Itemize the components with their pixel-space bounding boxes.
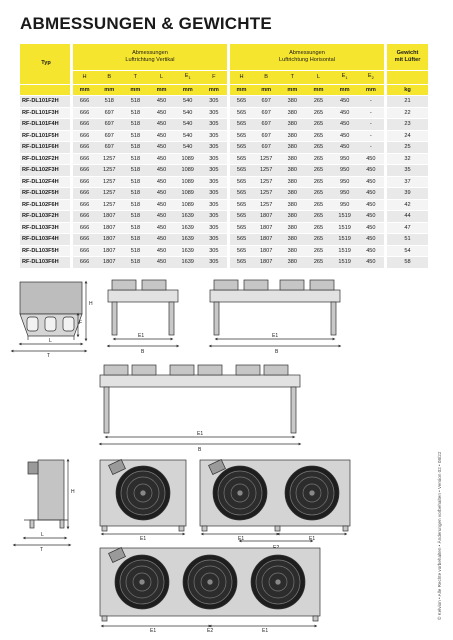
table-cell: 1519 [332,257,358,269]
table-cell: 265 [305,142,331,154]
table-cell: 697 [253,96,279,108]
table-cell: 450 [148,154,174,166]
table-cell: 305 [201,142,227,154]
table-cell: 565 [227,234,253,246]
table-cell: 1257 [253,200,279,212]
table-cell: - [358,108,384,120]
table-cell: 950 [332,177,358,189]
table-cell: 450 [148,165,174,177]
table-cell: 666 [70,131,96,143]
table-cell: 54 [384,246,428,258]
table-cell: 265 [305,108,331,120]
table-cell: 305 [201,96,227,108]
table-cell: - [358,142,384,154]
col-header-vertical: T [122,71,148,85]
table-cell: 518 [122,96,148,108]
table-cell: 1807 [96,257,122,269]
table-cell: 450 [148,131,174,143]
table-cell: 666 [70,200,96,212]
table-cell: 1519 [332,246,358,258]
table-cell: 518 [122,234,148,246]
typ-header: Typ [20,44,70,85]
table-cell: 1639 [175,257,201,269]
table-cell: 666 [70,211,96,223]
table-cell: 1257 [96,165,122,177]
table-cell: 518 [122,165,148,177]
table-cell: - [358,96,384,108]
col-header-horizontal: $E_2$ [358,71,384,85]
table-cell: 305 [201,119,227,131]
table-cell: 42 [384,200,428,212]
table-cell: 265 [305,131,331,143]
table-cell: 305 [201,257,227,269]
table-cell: 518 [122,119,148,131]
table-cell: 1089 [175,165,201,177]
table-cell: 518 [122,108,148,120]
table-cell: - [358,119,384,131]
table-cell: 565 [227,223,253,235]
table-cell: 666 [70,257,96,269]
table-cell: 1807 [253,223,279,235]
table-cell: 1807 [253,234,279,246]
unit-cell-horizontal: mm [279,85,305,97]
dim-label-e1-2: E1 [272,333,279,339]
table-cell: 1519 [332,211,358,223]
table-cell: 380 [279,177,305,189]
table-cell: 450 [332,96,358,108]
table-cell: 666 [70,96,96,108]
unit-cell-vertical: mm [148,85,174,97]
unit-cell-horizontal: mm [305,85,331,97]
dim-label-e1-4: E1 [140,536,147,542]
dim-label-b-2: B [275,349,279,355]
table-cell: 380 [279,223,305,235]
table-cell: 518 [122,177,148,189]
unit-cell-vertical: mm [96,85,122,97]
row-type-cell: RF-DL103F4H [20,234,70,246]
table-cell: 450 [148,188,174,200]
table-cell: 305 [201,211,227,223]
table-cell: 518 [122,211,148,223]
table-cell: 450 [148,200,174,212]
table-cell: 518 [122,131,148,143]
table-cell: 697 [253,119,279,131]
col-header-vertical: $E_1$ [175,71,201,85]
dim-label-e1-3: E1 [197,431,204,437]
table-cell: 565 [227,131,253,143]
table-cell: 1257 [96,200,122,212]
table-cell: 666 [70,188,96,200]
table-cell: 565 [227,119,253,131]
table-cell: 540 [175,119,201,131]
table-cell: 666 [70,165,96,177]
dim-label-l-2: L [41,532,44,538]
row-type-cell: RF-DL101F3H [20,108,70,120]
dim-label-b-1: B [141,349,145,355]
table-cell: 450 [358,257,384,269]
table-cell: 1257 [96,154,122,166]
table-cell: 305 [201,131,227,143]
table-cell: 35 [384,165,428,177]
table-cell: 950 [332,165,358,177]
table-cell: 450 [148,96,174,108]
table-cell: 518 [122,223,148,235]
table-cell: 305 [201,154,227,166]
table-cell: 22 [384,108,428,120]
row-type-cell: RF-DL103F2H [20,211,70,223]
table-cell: 950 [332,154,358,166]
table-cell: 950 [332,200,358,212]
col-header-horizontal: H [227,71,253,85]
table-cell: 518 [122,246,148,258]
table-cell: - [358,131,384,143]
table-cell: 666 [70,177,96,189]
table-cell: 565 [227,188,253,200]
table-cell: 565 [227,211,253,223]
dim-label-l-1: L [49,338,52,344]
table-cell: 450 [148,177,174,189]
horizontal-front-view-triple [100,548,320,626]
dim-label-e1-6: E1 [309,536,316,542]
table-cell: 1257 [253,165,279,177]
table-cell: 265 [305,154,331,166]
table-cell: 265 [305,96,331,108]
table-cell: 697 [253,142,279,154]
table-cell: 697 [96,131,122,143]
table-cell: 666 [70,246,96,258]
table-cell: 697 [96,108,122,120]
table-cell: 518 [122,154,148,166]
table-cell: 450 [358,188,384,200]
table-cell: 540 [175,142,201,154]
table-cell: 518 [122,188,148,200]
table-cell: 265 [305,200,331,212]
table-cell: 565 [227,200,253,212]
row-type-cell: RF-DL102F4H [20,177,70,189]
unit-cell-vertical: mm [122,85,148,97]
col-header-vertical: L [148,71,174,85]
row-type-cell: RF-DL103F3H [20,223,70,235]
unit-cell-horizontal: mm [358,85,384,97]
table-cell: 1639 [175,246,201,258]
table-cell: 47 [384,223,428,235]
table-cell: 305 [201,188,227,200]
table-cell: 450 [358,234,384,246]
table-cell: 450 [148,211,174,223]
table-cell: 450 [358,200,384,212]
table-cell: 380 [279,96,305,108]
table-cell: 305 [201,246,227,258]
table-cell: 666 [70,154,96,166]
copyright-note [437,420,447,620]
table-cell: 1257 [253,177,279,189]
row-type-cell: RF-DL102F2H [20,154,70,166]
dim-label-h-1: H [89,301,93,307]
table-cell: 1807 [253,211,279,223]
dim-label-e1-7: E1 [150,628,157,634]
table-cell: 1639 [175,234,201,246]
table-cell: 1089 [175,200,201,212]
table-cell: 450 [148,257,174,269]
table-cell: 565 [227,246,253,258]
table-cell: 1807 [96,234,122,246]
table-cell: 24 [384,131,428,143]
table-cell: 697 [253,108,279,120]
table-cell: 540 [175,108,201,120]
table-cell: 1639 [175,223,201,235]
weight-group-label: Gewicht mit Lüfter [394,50,421,63]
table-cell: 450 [148,246,174,258]
table-cell: 450 [148,108,174,120]
table-cell: 1807 [96,223,122,235]
table-cell: 1639 [175,211,201,223]
table-cell: 305 [201,200,227,212]
col-header-vertical: H [70,71,96,85]
col-header-vertical: F [201,71,227,85]
table-cell: 1257 [96,177,122,189]
table-cell: 37 [384,177,428,189]
table-cell: 518 [96,96,122,108]
table-cell: 265 [305,177,331,189]
table-cell: 265 [305,257,331,269]
horizontal-group-label: Abmessungen Luftrichtung Horisontal [278,50,335,63]
table-cell: 697 [96,119,122,131]
table-cell: 1257 [96,188,122,200]
unit-cell-vertical: mm [175,85,201,97]
table-cell: 450 [148,119,174,131]
table-cell: 380 [279,188,305,200]
table-cell: 450 [358,223,384,235]
col-header-horizontal: T [279,71,305,85]
table-cell: 1519 [332,223,358,235]
table-cell: 565 [227,154,253,166]
table-cell: 518 [122,200,148,212]
horizontal-front-view-double [200,460,350,541]
row-type-cell: RF-DL101F4H [20,119,70,131]
table-cell: 450 [358,246,384,258]
row-type-cell: RF-DL103F5H [20,246,70,258]
table-cell: 450 [332,142,358,154]
table-cell: 565 [227,142,253,154]
table-cell: 23 [384,119,428,131]
dim-label-h-2: H [71,489,75,495]
table-cell: 1257 [253,154,279,166]
table-cell: 265 [305,211,331,223]
table-cell: 305 [201,108,227,120]
table-cell: 565 [227,165,253,177]
unit-cell-vertical: mm [70,85,96,97]
table-cell: 450 [358,211,384,223]
table-cell: 380 [279,246,305,258]
dim-label-e2-2: E2 [207,628,214,634]
table-cell: 565 [227,177,253,189]
table-cell: 450 [358,154,384,166]
table-cell: 697 [96,142,122,154]
table-cell: 1807 [96,246,122,258]
table-cell: 58 [384,257,428,269]
row-type-cell: RF-DL102F3H [20,165,70,177]
table-cell: 380 [279,108,305,120]
table-cell: 380 [279,211,305,223]
table-cell: 450 [148,142,174,154]
copyright-text: © Kelvion • Alle Rechte vorbehalten • Änderungen vorbehalten • Version 02 • 08/22 [437,451,442,620]
page-title: ABMESSUNGEN & GEWICHTE [20,14,272,33]
table-cell: 44 [384,211,428,223]
dim-label-t-2: T [40,547,44,553]
table-cell: 380 [279,119,305,131]
table-cell: 666 [70,223,96,235]
dim-label-e1-5: E1 [238,536,245,542]
table-cell: 380 [279,142,305,154]
table-cell: 1807 [253,246,279,258]
horizontal-front-view-single [100,460,186,534]
table-cell: 1807 [253,257,279,269]
table-cell: 51 [384,234,428,246]
table-cell: 380 [279,234,305,246]
table-cell: 1519 [332,234,358,246]
unit-cell-horizontal: mm [332,85,358,97]
row-type-cell: RF-DL103F6H [20,257,70,269]
unit-cell-weight: kg [384,85,428,97]
table-cell: 666 [70,142,96,154]
unit-cell-vertical: mm [201,85,227,97]
table-cell: 25 [384,142,428,154]
table-cell: 518 [122,142,148,154]
vertical-group-label: Abmessungen Luftrichtung Vertikal [125,50,175,63]
table-cell: 565 [227,96,253,108]
table-cell: 1089 [175,177,201,189]
unit-cell-horizontal: mm [227,85,253,97]
table-cell: 1257 [253,188,279,200]
row-type-cell: RF-DL102F5H [20,188,70,200]
table-cell: 305 [201,165,227,177]
row-type-cell: RF-DL101F5H [20,131,70,143]
unit-cell-horizontal: mm [253,85,279,97]
row-type-cell: RF-DL101F2H [20,96,70,108]
table-cell: 518 [122,257,148,269]
table-cell: 1807 [96,211,122,223]
table-cell: 450 [358,165,384,177]
table-cell: 697 [253,131,279,143]
table-cell: 540 [175,131,201,143]
table-cell: 380 [279,165,305,177]
table-cell: 39 [384,188,428,200]
table-cell: 380 [279,200,305,212]
table-cell: 565 [227,257,253,269]
table-cell: 540 [175,96,201,108]
table-cell: 265 [305,246,331,258]
table-cell: 950 [332,188,358,200]
col-header-horizontal: L [305,71,331,85]
dim-label-f-1: F [79,320,83,326]
dim-label-t-1: T [47,353,51,359]
table-cell: 265 [305,188,331,200]
dim-label-b-3: B [198,447,202,453]
col-header-horizontal: $E_1$ [332,71,358,85]
table-cell: 450 [358,177,384,189]
table-cell: 450 [148,223,174,235]
table-cell: 32 [384,154,428,166]
table-cell: 265 [305,234,331,246]
table-cell: 450 [332,119,358,131]
table-cell: 305 [201,234,227,246]
table-cell: 450 [332,131,358,143]
dim-label-e1-8: E1 [262,628,269,634]
table-cell: 1089 [175,154,201,166]
row-type-cell: RF-DL101F6H [20,142,70,154]
col-header-vertical: B [96,71,122,85]
table-cell: 565 [227,108,253,120]
table-cell: 21 [384,96,428,108]
dim-label-e1-1: E1 [138,333,145,339]
table-cell: 666 [70,119,96,131]
row-type-cell: RF-DL102F6H [20,200,70,212]
table-cell: 265 [305,165,331,177]
col-header-horizontal: B [253,71,279,85]
table-cell: 380 [279,257,305,269]
table-cell: 666 [70,234,96,246]
table-cell: 305 [201,177,227,189]
table-cell: 265 [305,119,331,131]
table-cell: 380 [279,154,305,166]
table-cell: 265 [305,223,331,235]
table-cell: 450 [148,234,174,246]
table-cell: 380 [279,131,305,143]
table-cell: 305 [201,223,227,235]
table-cell: 1089 [175,188,201,200]
table-cell: 450 [332,108,358,120]
table-cell: 666 [70,108,96,120]
